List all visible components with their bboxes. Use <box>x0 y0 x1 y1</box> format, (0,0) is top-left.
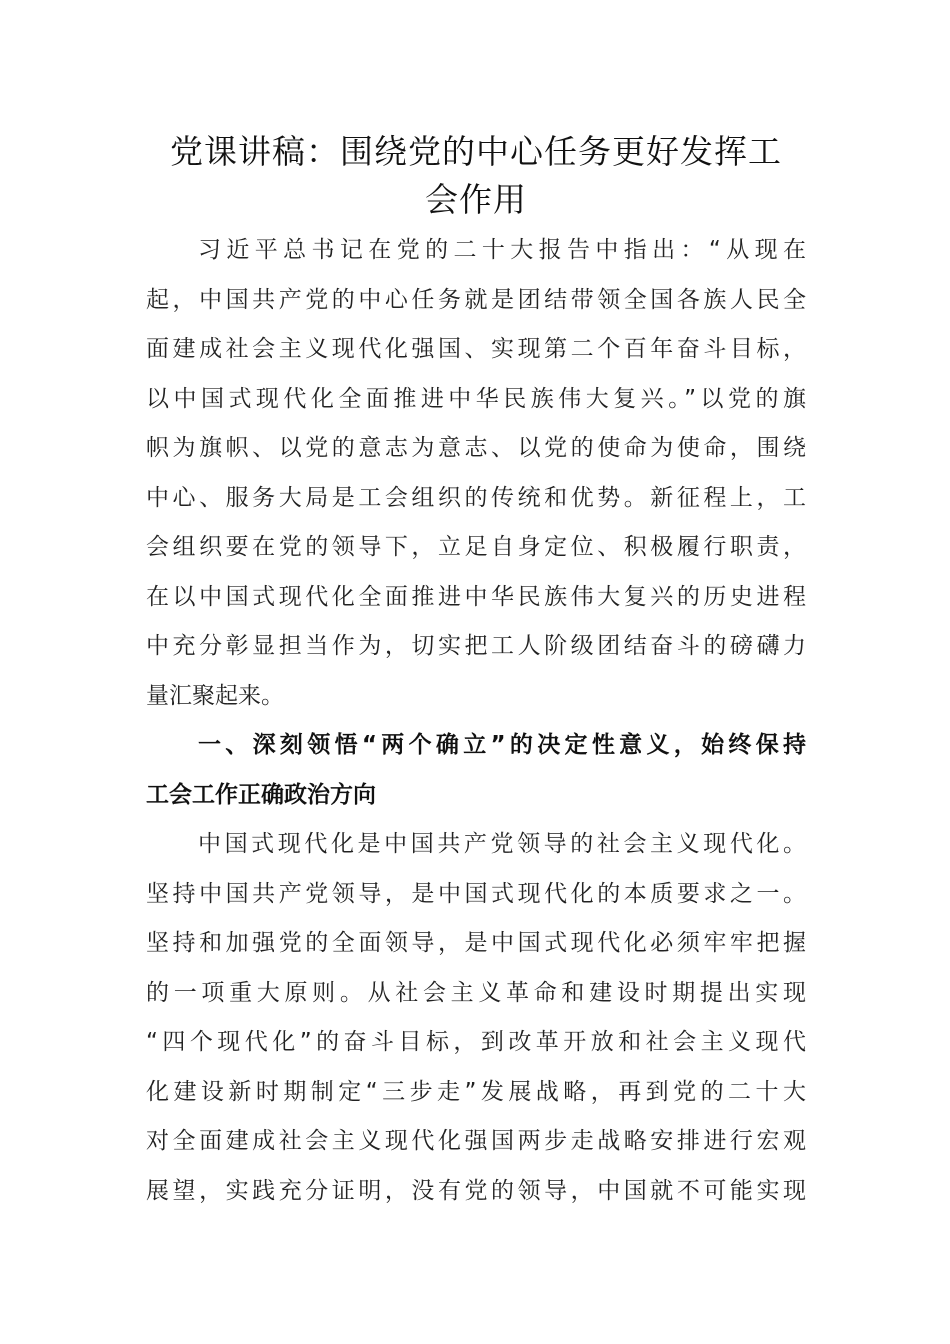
text-line: 面建成社会主义现代化强国、实现第二个百年奋斗目标， <box>146 336 806 362</box>
text-line: 对全面建成社会主义现代化强国两步走战略安排进行宏观 <box>146 1128 806 1154</box>
title-line: 党课讲稿：围绕党的中心任务更好发挥工 <box>170 132 782 171</box>
text-line: 会组织要在党的领导下，立足自身定位、积极履行职责， <box>146 534 806 560</box>
text-line: 坚持和加强党的全面领导，是中国式现代化必须牢牢把握 <box>146 930 806 956</box>
heading-line: 工会工作正确政治方向 <box>146 781 376 808</box>
text-line: 中充分彰显担当作为，切实把工人阶级团结奋斗的磅礴力 <box>146 633 806 659</box>
text-line: 中国式现代化是中国共产党领导的社会主义现代化。 <box>198 831 806 857</box>
text-line: 坚持中国共产党领导，是中国式现代化的本质要求之一。 <box>146 880 806 907</box>
paragraph-intro <box>146 226 806 721</box>
heading-line: 一、深刻领悟“两个确立”的决定性意义，始终保持 <box>198 732 806 758</box>
text-line: 习近平总书记在党的二十大报告中指出：“从现在 <box>198 237 806 263</box>
document-title <box>146 128 806 224</box>
text-line: 在以中国式现代化全面推进中华民族伟大复兴的历史进程 <box>146 583 806 610</box>
title-line: 会作用 <box>425 180 527 219</box>
text-line: 展望，实践充分证明，没有党的领导，中国就不可能实现 <box>146 1177 806 1204</box>
document-page <box>146 128 806 1216</box>
section-heading-1 <box>146 721 806 820</box>
text-line: 以中国式现代化全面推进中华民族伟大复兴。”以党的旗 <box>146 385 806 412</box>
paragraph-section-1 <box>146 820 806 1216</box>
text-line: 帜为旗帜、以党的意志为意志、以党的使命为使命，围绕 <box>146 435 806 461</box>
text-line: 化建设新时期制定“三步走”发展战略，再到党的二十大 <box>146 1078 806 1105</box>
text-line: 中心、服务大局是工会组织的传统和优势。新征程上，工 <box>146 484 806 511</box>
text-line: 的一项重大原则。从社会主义革命和建设时期提出实现 <box>146 979 806 1006</box>
text-line: 起，中国共产党的中心任务就是团结带领全国各族人民全 <box>146 286 806 313</box>
text-line: “四个现代化”的奋斗目标，到改革开放和社会主义现代 <box>146 1029 806 1055</box>
text-line: 量汇聚起来。 <box>146 682 284 709</box>
